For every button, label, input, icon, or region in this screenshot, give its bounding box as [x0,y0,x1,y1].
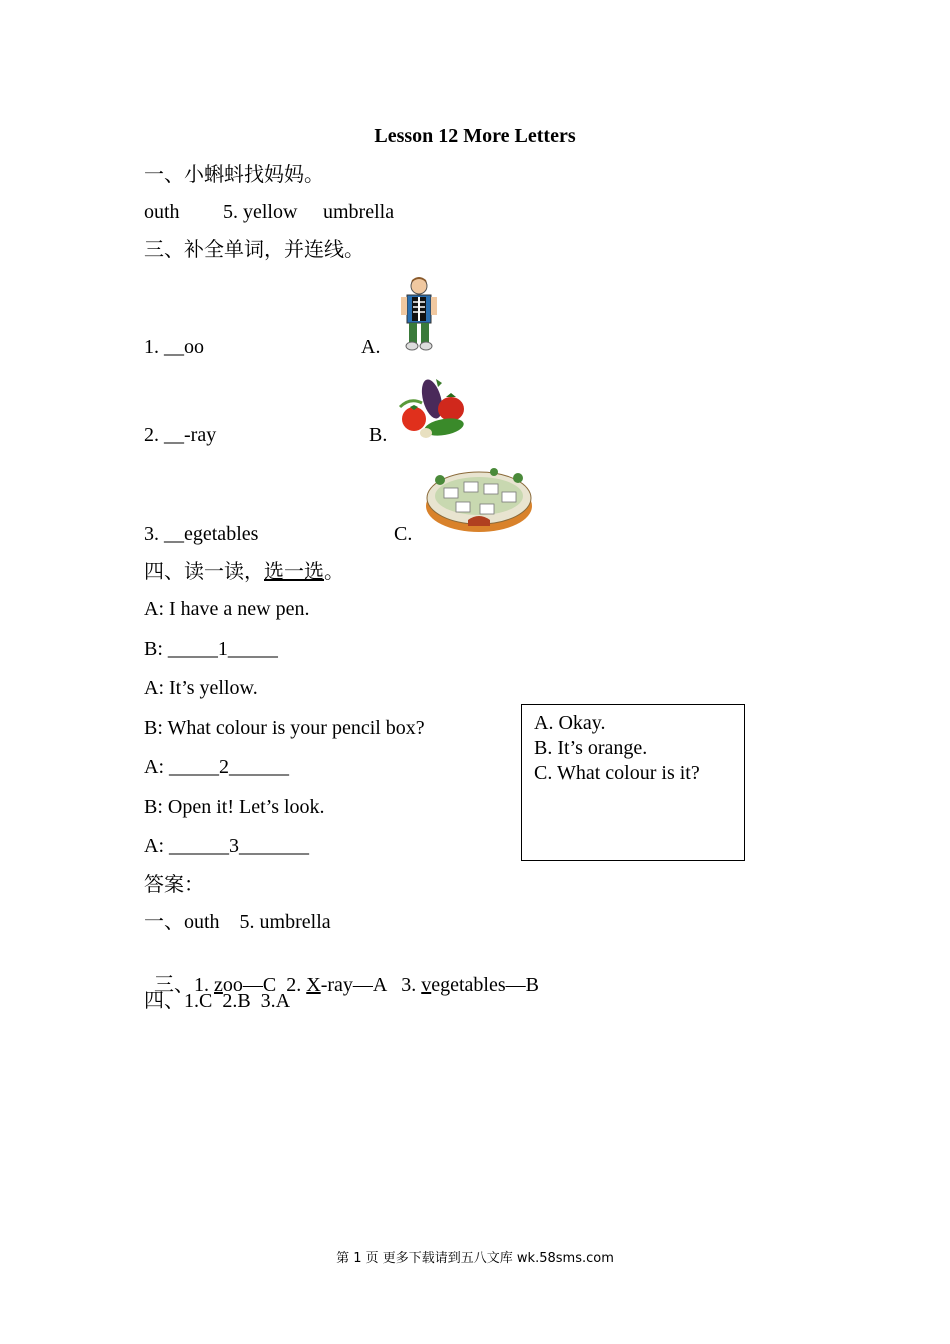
choices-box [521,704,745,861]
section1-heading: 一、小蝌蚪找妈妈。 [144,164,324,186]
vegetables-picture [396,377,468,441]
section3-option-b: B. [369,424,388,446]
answer-line-4: 四、1.C 2.B 3.A [144,990,291,1012]
dialogue-line: A: I have a new pen. [144,598,310,620]
dialogue-line: A: ______3_______ [144,835,309,857]
answer-line-3: 三、1. zoo—C 2. X-ray—A 3. vegetables—B [154,974,539,996]
choice-b: B. It’s orange. [534,737,648,759]
section1-word-3: umbrella [323,201,395,223]
choice-c: C. What colour is it? [534,762,700,784]
section3-option-c: C. [394,523,413,545]
zoo-picture [424,462,534,536]
dialogue-line: B: _____1_____ [144,638,278,660]
section1-word-1: outh [144,201,180,223]
dialogue-line: A: It’s yellow. [144,677,258,699]
xray-boy-picture [398,275,440,353]
page-footer: 第 1 页 更多下载请到五八文库 wk.58sms.com [336,1251,614,1266]
section3-option-a: A. [361,336,381,358]
dialogue-line: B: What colour is your pencil box? [144,717,425,739]
dialogue-line: B: Open it! Let’s look. [144,796,325,818]
choice-a: A. Okay. [534,712,606,734]
dialogue-line: A: _____2______ [144,756,289,778]
section1-word-2: 5. yellow [223,201,298,223]
section3-item-2: 2. __-ray [144,424,217,446]
page-title: Lesson 12 More Letters [374,125,576,147]
answers-heading: 答案： [144,874,204,896]
section4-heading: 四、读一读，选一选。 [144,561,344,583]
answer-line-1: 一、outh 5. umbrella [144,911,331,933]
section3-item-1: 1. __oo [144,336,204,358]
section3-heading: 三、补全单词，并连线。 [144,239,364,261]
section3-item-3: 3. __egetables [144,523,259,545]
